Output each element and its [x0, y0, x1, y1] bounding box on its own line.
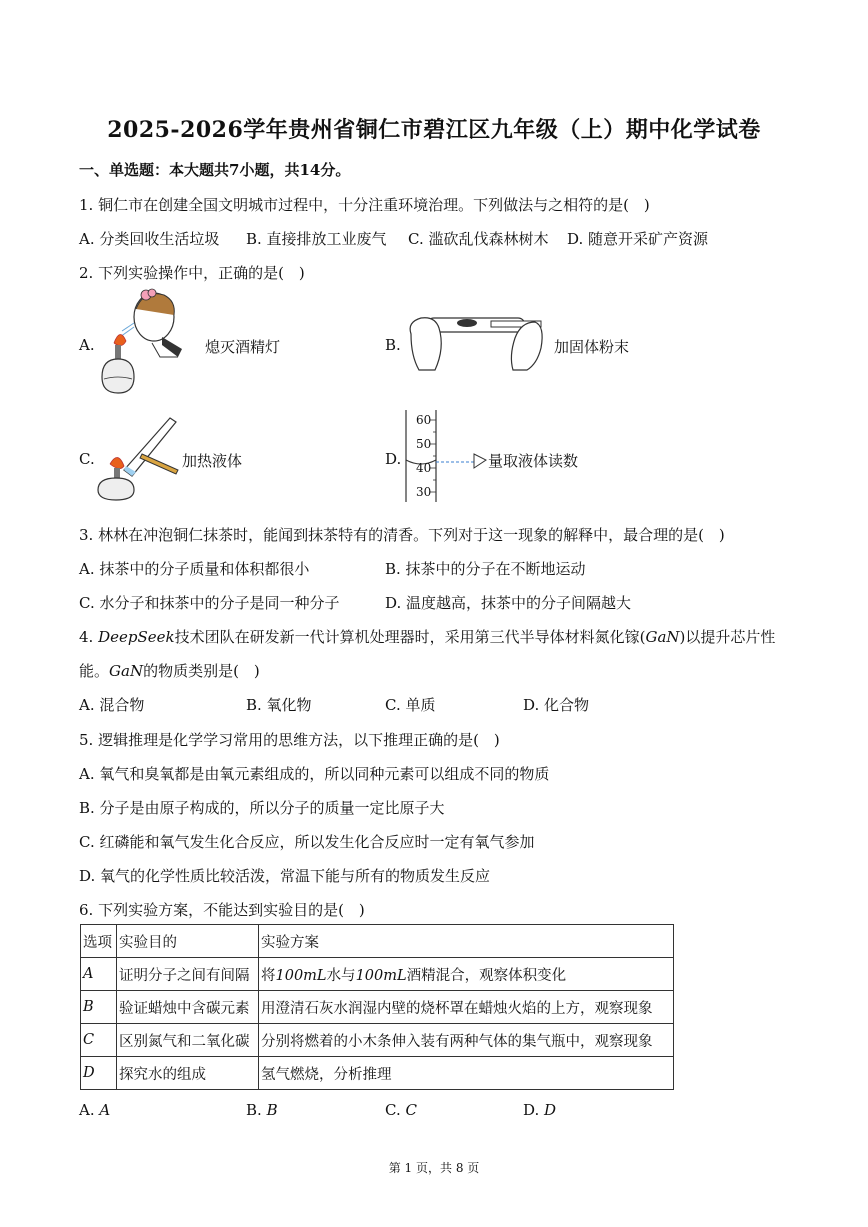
- q6-option-d: D. D: [523, 1101, 557, 1119]
- section-heading: 一、单选题：本大题共7小题，共14分。: [79, 161, 351, 179]
- page-title: 2025-2026学年贵州省铜仁市碧江区九年级（上）期中化学试卷: [107, 117, 761, 143]
- q3-option-b: B. 抹茶中的分子在不断地运动: [385, 560, 586, 578]
- table-cell-option: B: [81, 991, 117, 1024]
- q1-option-c: C. 滥砍乱伐森林树木: [408, 230, 549, 248]
- q3-option-c: C. 水分子和抹茶中的分子是同一种分子: [79, 594, 340, 612]
- table-cell-plan: 氢气燃烧，分析推理: [259, 1057, 674, 1090]
- q2-option-a-label: 熄灭酒精灯: [205, 338, 281, 356]
- cylinder-tick-40: 40: [416, 461, 432, 475]
- add-solid-powder-illustration: [405, 308, 550, 378]
- q4-option-c: C. 单质: [385, 696, 436, 714]
- q5-option-d: D. 氧气的化学性质比较活泼，常温下能与所有的物质发生反应: [79, 867, 491, 885]
- q5-option-a: A. 氧气和臭氧都是由氧元素组成的，所以同种元素可以组成不同的物质: [79, 765, 550, 783]
- q4-option-a: A. 混合物: [79, 696, 145, 714]
- q5-option-c: C. 红磷能和氧气发生化合反应，所以发生化合反应时一定有氧气参加: [79, 833, 535, 851]
- table-header-cell: 实验目的: [117, 925, 259, 958]
- q2-option-d-letter: D.: [385, 450, 402, 468]
- q4-stem-line1: 4. DeepSeek技术团队在研发新一代计算机处理器时，采用第三代半导体材料氮化镓(GaN)以提升芯片性: [79, 628, 776, 646]
- experiment-plan-table: [80, 924, 674, 1090]
- table-cell-plan: 用澄清石灰水润湿内壁的烧杯罩在蜡烛火焰的上方，观察现象: [259, 991, 674, 1024]
- table-cell-goal: 验证蜡烛中含碳元素: [117, 991, 259, 1024]
- table-header-cell: 实验方案: [259, 925, 674, 958]
- q6-option-c: C. C: [385, 1101, 417, 1119]
- q4-stem-line2: 能。GaN的物质类别是( ): [79, 662, 260, 680]
- table-cell-goal: 探究水的组成: [117, 1057, 259, 1090]
- page-footer: 第 1 页，共 8 页: [388, 1161, 480, 1175]
- q4-option-b: B. 氧化物: [246, 696, 312, 714]
- table-row: [81, 958, 674, 991]
- cylinder-tick-60: 60: [416, 413, 432, 427]
- table-header-row: [81, 925, 674, 958]
- q4-option-d: D. 化合物: [523, 696, 590, 714]
- q5-option-b: B. 分子是由原子构成的，所以分子的质量一定比原子大: [79, 799, 445, 817]
- table-cell-option: A: [81, 958, 117, 991]
- table-row: [81, 1057, 674, 1090]
- extinguish-lamp-illustration: [92, 287, 202, 399]
- q5-stem: 5. 逻辑推理是化学学习常用的思维方法，以下推理正确的是( ): [79, 731, 500, 749]
- q6-option-a: A. A: [79, 1101, 111, 1119]
- table-cell-plan: 分别将燃着的小木条伸入装有两种气体的集气瓶中，观察现象: [259, 1024, 674, 1057]
- q2-option-a-letter: A.: [79, 336, 95, 354]
- q1-option-d: D. 随意开采矿产资源: [567, 230, 709, 248]
- q6-stem: 6. 下列实验方案，不能达到实验目的是( ): [79, 901, 365, 919]
- cylinder-tick-30: 30: [416, 485, 432, 499]
- table-cell-goal: 区别氮气和二氧化碳: [117, 1024, 259, 1057]
- q3-stem: 3. 林林在冲泡铜仁抹茶时，能闻到抹茶特有的清香。下列对于这一现象的解释中，最合理的是( ): [79, 526, 725, 544]
- q3-option-d: D. 温度越高，抹茶中的分子间隔越大: [385, 594, 632, 612]
- table-row: [81, 991, 674, 1024]
- q6-option-b: B. B: [246, 1101, 278, 1119]
- q2-option-d-label: 量取液体读数: [488, 452, 579, 470]
- table-header-cell: 选项: [81, 925, 117, 958]
- q1-option-b: B. 直接排放工业废气: [246, 230, 387, 248]
- q3-option-a: A. 抹茶中的分子质量和体积都很小: [79, 560, 310, 578]
- table-cell-option: D: [81, 1057, 117, 1090]
- table-row: [81, 1024, 674, 1057]
- q2-option-c-letter: C.: [79, 450, 95, 468]
- q1-option-a: A. 分类回收生活垃圾: [79, 230, 220, 248]
- table-cell-goal: 证明分子之间有间隔: [117, 958, 259, 991]
- heat-liquid-illustration: [92, 414, 184, 502]
- q2-stem: 2. 下列实验操作中，正确的是( ): [79, 264, 305, 282]
- cylinder-tick-50: 50: [416, 437, 432, 451]
- table-cell-option: C: [81, 1024, 117, 1057]
- table-cell-plan: 将100mL水与100mL酒精混合，观察体积变化: [259, 958, 674, 991]
- q1-stem: 1. 铜仁市在创建全国文明城市过程中，十分注重环境治理。下列做法与之相符的是( ): [79, 196, 650, 214]
- q2-option-b-letter: B.: [385, 336, 401, 354]
- q2-option-b-label: 加固体粉末: [554, 338, 630, 356]
- q2-option-c-label: 加热液体: [182, 452, 243, 470]
